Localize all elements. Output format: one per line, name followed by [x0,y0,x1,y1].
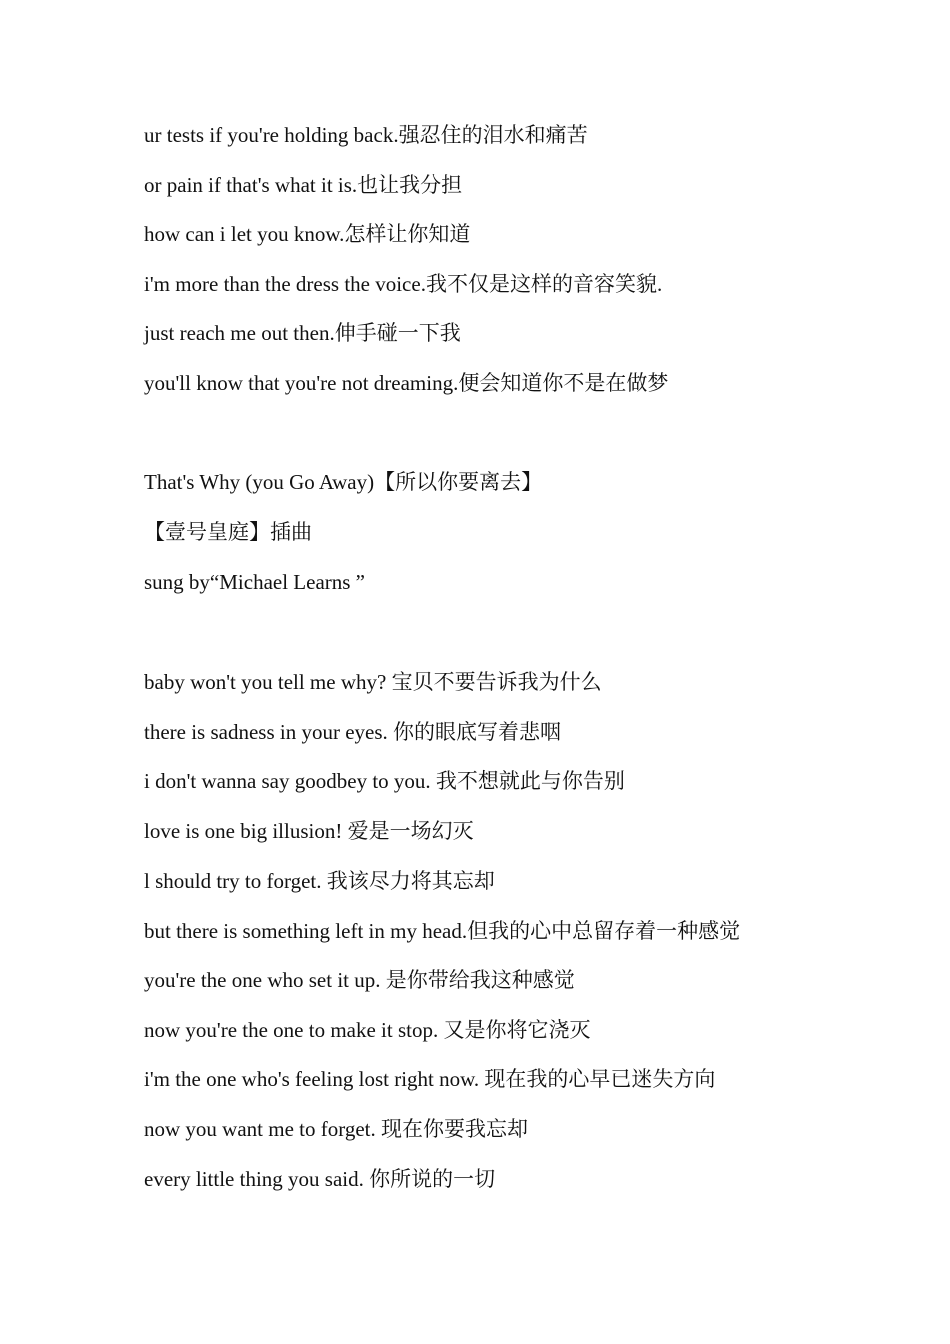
song-subtitle: 【壹号皇庭】插曲 [144,520,312,544]
lyric-line: now you're the one to make it stop. 又是你将它浇灭 [144,1018,591,1042]
lyric-line: love is one big illusion! 爱是一场幻灭 [144,819,474,843]
lyric-line: or pain if that's what it is.也让我分担 [144,173,463,197]
song-artist: sung by“Michael Learns ” [144,570,366,594]
lyric-line: now you want me to forget. 现在你要我忘却 [144,1117,528,1141]
lyric-line: ur tests if you're holding back.强忍住的泪水和痛苦 [144,123,588,147]
lyric-line: i don't wanna say goodbey to you. 我不想就此与你告别 [144,769,625,793]
lyric-line: every little thing you said. 你所说的一切 [144,1167,496,1191]
lyric-line: you're the one who set it up. 是你带给我这种感觉 [144,968,575,992]
lyric-line: there is sadness in your eyes. 你的眼底写着悲咽 [144,720,562,744]
lyric-line: you'll know that you're not dreaming.便会知道你不是在做梦 [144,371,669,395]
lyric-line: i'm more than the dress the voice.我不仅是这样的音容笑貌. [144,272,663,296]
lyric-line: baby won't you tell me why? 宝贝不要告诉我为什么 [144,670,602,694]
lyric-line: l should try to forget. 我该尽力将其忘却 [144,869,495,893]
lyric-line: how can i let you know.怎样让你知道 [144,222,471,246]
lyric-line: i'm the one who's feeling lost right now. 现在我的心早已迷失方向 [144,1067,716,1091]
lyric-line: just reach me out then.伸手碰一下我 [144,321,461,345]
song-title: That's Why (you Go Away)【所以你要离去】 [144,470,543,494]
lyric-line: but there is something left in my head.但我的心中总留存着一种感觉 [144,919,741,943]
